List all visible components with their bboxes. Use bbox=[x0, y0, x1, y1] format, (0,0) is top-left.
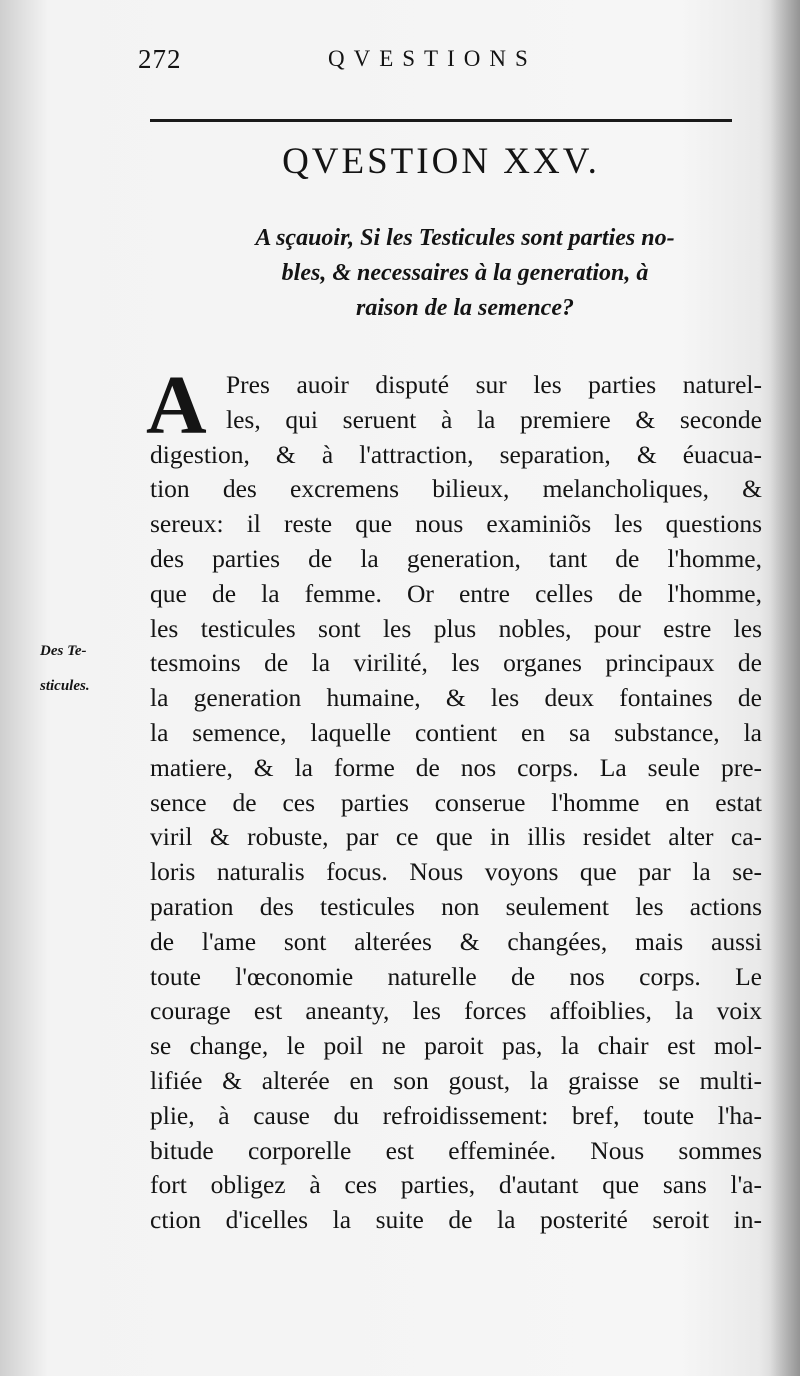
subtitle-line: raison de la semence? bbox=[356, 294, 574, 321]
page-number: 272 bbox=[138, 44, 182, 74]
body-line: plie, à cause du refroidissement: bref, toute l'ha- bbox=[150, 1100, 762, 1130]
body-line: de l'ame sont alterées & changées, mais aussi bbox=[150, 926, 762, 956]
body-line: la semence, laquelle contient en sa substance, la bbox=[150, 717, 762, 747]
body-line: matiere, & la forme de nos corps. La seule pre- bbox=[150, 752, 762, 782]
body-line: les, qui seruent à la premiere & seconde bbox=[226, 404, 762, 434]
body-line: que de la femme. Or entre celles de l'homme, bbox=[150, 578, 762, 608]
body-line: les testicules sont les plus nobles, pour estre les bbox=[150, 613, 762, 643]
question-title: QVESTION XXV. bbox=[282, 141, 600, 182]
drop-cap: A bbox=[146, 359, 207, 452]
body-line: digestion, & à l'attraction, separation, & éuacua- bbox=[150, 439, 762, 469]
body-line: bitude corporelle est effeminée. Nous sommes bbox=[150, 1135, 762, 1165]
body-line: se change, le poil ne paroit pas, la chair est mol- bbox=[150, 1031, 762, 1061]
margin-note bbox=[40, 634, 140, 704]
body-line: sereux: il reste que nous examiniõs les questions bbox=[150, 509, 762, 539]
header-rule bbox=[150, 119, 732, 122]
body-line: tesmoins de la virilité, les organes principaux de bbox=[150, 648, 762, 678]
body-text bbox=[150, 368, 762, 1238]
body-line: paration des testicules non seulement les actions bbox=[150, 891, 762, 921]
subtitle-line: A sçauoir, Si les Testicules sont parties no- bbox=[255, 225, 675, 251]
body-line: viril & robuste, par ce que in illis residet alter ca- bbox=[150, 822, 762, 852]
margin-note-line: Des Te- bbox=[40, 643, 87, 659]
subtitle-line: bles, & necessaires à la generation, à bbox=[281, 259, 649, 286]
body-line: courage est aneanty, les forces affoiblies, la voix bbox=[150, 996, 762, 1026]
body-line: Pres auoir disputé sur les parties naturel- bbox=[226, 370, 762, 399]
body-line: ction d'icelles la suite de la posterité seroit in- bbox=[150, 1205, 762, 1235]
margin-note-line: sticules. bbox=[40, 677, 90, 694]
body-line: fort obligez à ces parties, d'autant que sans l'a- bbox=[150, 1170, 762, 1200]
body-line: lifiée & alterée en son goust, la graisse se multi- bbox=[150, 1065, 762, 1095]
body-line: toute l'œconomie naturelle de nos corps. Le bbox=[150, 961, 762, 991]
body-line: loris naturalis focus. Nous voyons que par la se- bbox=[150, 857, 762, 887]
body-line: tion des excremens bilieux, melancholiques, & bbox=[150, 474, 762, 504]
question-subtitle bbox=[185, 220, 745, 324]
body-line: la generation humaine, & les deux fontaines de bbox=[150, 683, 762, 713]
page-gutter-shadow bbox=[770, 0, 800, 1376]
body-line: des parties de la generation, tant de l'homme, bbox=[150, 543, 762, 573]
body-line: sence de ces parties conserue l'homme en estat bbox=[150, 787, 762, 817]
running-head bbox=[138, 44, 758, 84]
running-title: QVESTIONS bbox=[328, 46, 537, 71]
